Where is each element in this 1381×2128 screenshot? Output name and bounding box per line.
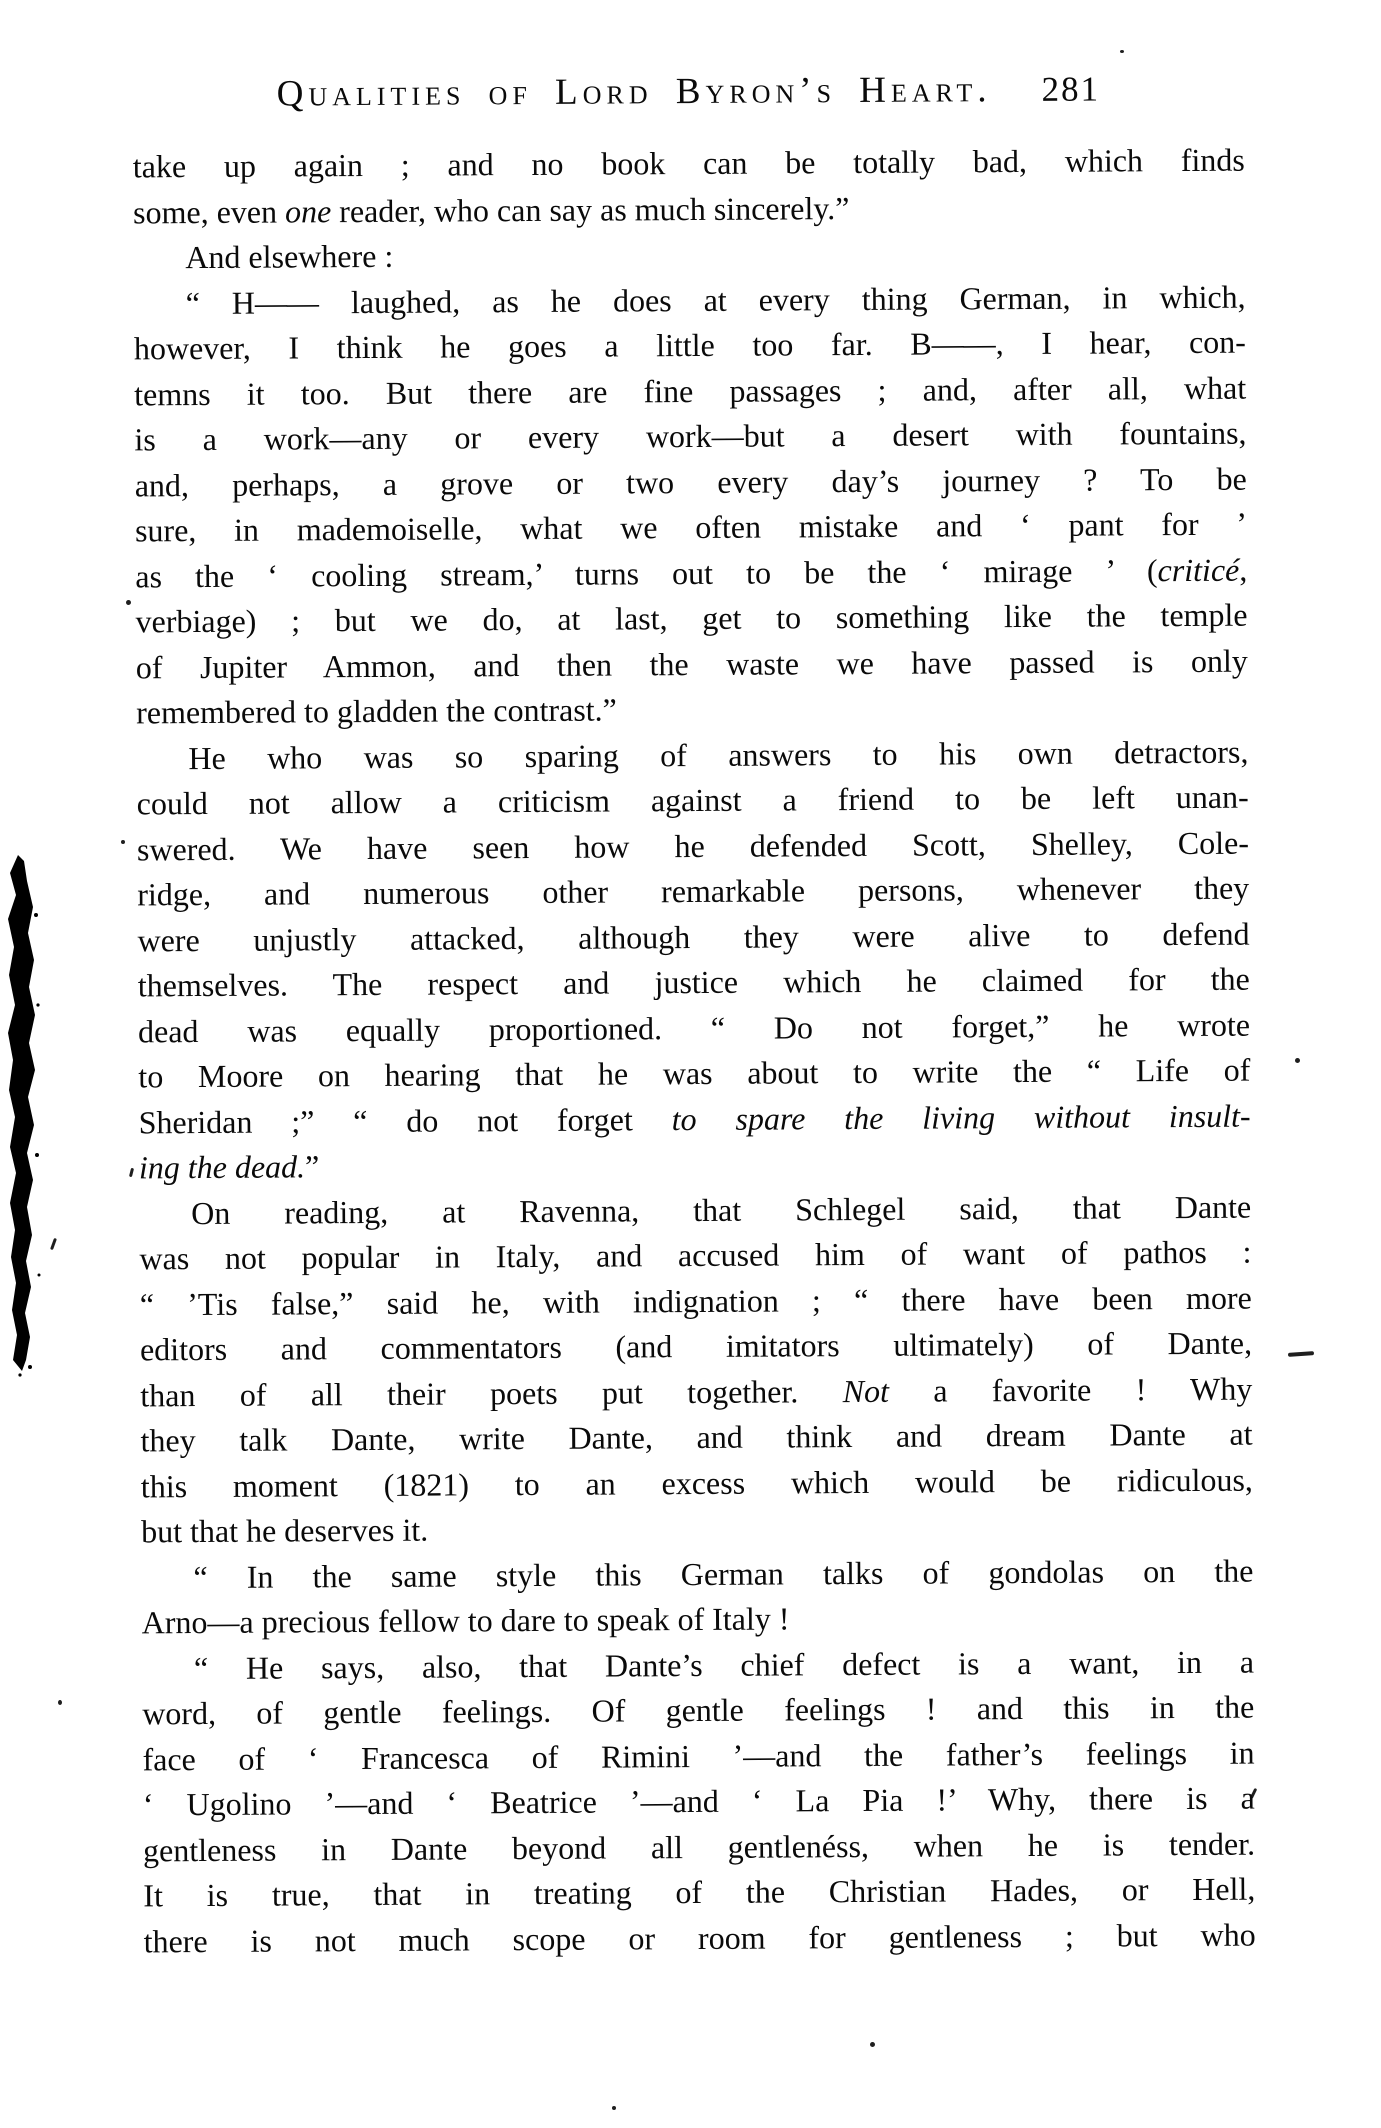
text-line: take up again ; and no book can be totally bad, which finds [132,141,1245,185]
scan-speck [1295,1058,1300,1063]
scan-speck [121,840,125,844]
text-line: some, even one reader, who can say as much sincerely.” [132,189,850,230]
text-line: to Moore on hearing that he was about to write the “ Life of [138,1051,1251,1095]
text-line: “ In the same style this German talks of gondolas on the [193,1552,1254,1595]
paragraph [136,729,1251,1191]
text-line: and, perhaps, a grove or two every day’s journey ? To be [134,460,1247,503]
scan-speck [870,2042,875,2047]
text-line: but that he deserves it. [141,1511,429,1550]
paragraph [139,1184,1253,1555]
text-line: they talk Dante, write Dante, and think and dream Dante at [140,1415,1253,1459]
text-line: there is not much scope or room for gentleness ; but who [143,1916,1256,1959]
page-text [133,138,1256,1965]
text-line: was not popular in Italy, and accused him of want of pathos : [139,1233,1252,1277]
page-number: 281 [1041,69,1101,109]
scan-speck [50,1238,57,1250]
text-line: verbiage) ; but we do, at last, get to something like the temple [135,596,1248,640]
text-line: sure, in mademoiselle, what we often mistake and ‘ pant for ’ [134,505,1248,549]
text-line: “ ’Tis false,” said he, with indignation ; “ there have been more [139,1279,1252,1322]
text-line: as the ‘ cooling stream,’ turns out to be the ‘ mirage ’ (criticé, [135,551,1248,594]
text-line: And elsewhere : [185,237,394,276]
scan-speck [1120,50,1124,53]
paragraph [142,1639,1256,1964]
text-line: of Jupiter Ammon, and then the waste we have passed is only [135,642,1248,685]
text-line: face of ‘ Francesca of Rimini ’—and the father’s feelings in [142,1734,1255,1777]
text-line: Arno—a precious fellow to dare to speak of Italy ! [141,1600,790,1641]
running-header [132,67,1244,117]
text-line: dead was equally proportioned. “ Do not forget,” he wrote [137,1006,1251,1049]
text-line: themselves. The respect and justice which he claimed for the [137,960,1250,1004]
text-line: word, of gentle feelings. Of gentle feelings ! and this in the [142,1688,1255,1732]
scan-smudge-left-edge [0,855,42,1377]
text-line: were unjustly attacked, although they were alive to defend [137,915,1250,958]
text-line: ing the dead.” [138,1148,320,1186]
text-line: On reading, at Ravenna, that Schlegel said, that Dante [191,1188,1252,1231]
text-line: gentleness in Dante beyond all gentlenéss, when he is tender. [142,1825,1256,1868]
text-line: ridge, and numerous other remarkable persons, whenever they [137,869,1250,913]
paragraph [141,1548,1254,1646]
text-line: “ He says, also, that Dante’s chief defect is a want, in a [193,1643,1255,1686]
paragraph [133,138,1246,236]
scan-speck [126,600,131,605]
scan-speck [58,1700,62,1705]
text-line: swered. We have seen how he defended Scott, Shelley, Cole- [136,824,1250,867]
text-line: could not allow a criticism against a friend to be left unan- [136,778,1249,822]
scan-speck [612,2106,616,2110]
text-line: than of all their poets put together. Not a favorite ! Why [140,1370,1253,1413]
text-line: He who was so sparing of answers to his own detractors, [188,733,1249,776]
text-line: temns it too. But there are fine passages ; and, after all, what [134,369,1247,412]
text-line: ‘ Ugolino ’—and ‘ Beatrice ’—and ‘ La Pia !’ Why, there is a [142,1779,1255,1823]
paragraph [133,229,1245,281]
scan-speck [129,1168,134,1177]
text-line: Sheridan ;” “ do not forget to spare the living without insult- [138,1097,1251,1140]
text-line: this moment (1821) to an excess which would be ridiculous, [140,1461,1253,1504]
text-line: is a work—any or every work—but a desert with fountains, [134,414,1247,458]
text-line: remembered to gladden the contrast.” [136,691,617,731]
paragraph [134,274,1249,736]
text-line: however, I think he goes a little too far. B——, I hear, con- [133,323,1247,367]
text-column [132,67,1256,1965]
scan-speck [1288,1351,1314,1357]
text-line: editors and commentators (and imitators ultimately) of Dante, [139,1324,1253,1368]
text-line: “ H—— laughed, as he does at every thing German, in which, [185,278,1246,321]
running-header-title: Qualities of Lord Byron’s Heart. [276,69,992,115]
text-line: It is true, that in treating of the Christian Hades, or Hell, [143,1870,1256,1914]
